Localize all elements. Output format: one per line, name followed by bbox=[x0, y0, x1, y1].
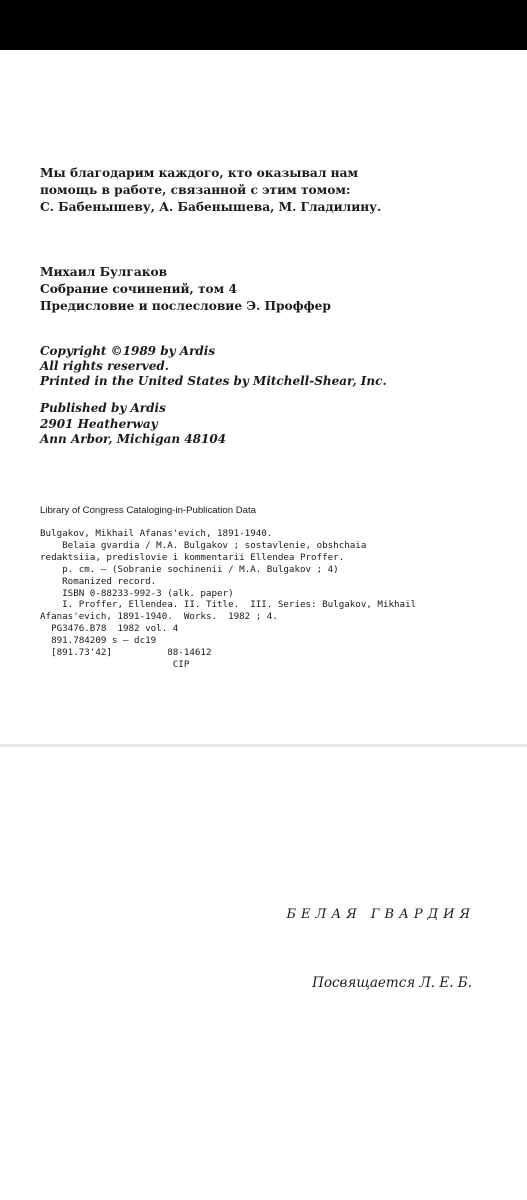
catalog-line: Afanas'evich, 1891-1940. Works. 1982 ; 4. bbox=[40, 611, 278, 623]
publisher-street: 2901 Heatherway bbox=[40, 416, 158, 431]
catalog-line: I. Proffer, Ellendea. II. Title. III. Series: Bulgakov, Mikhail bbox=[40, 599, 417, 611]
preface-credit: Предисловие и послесловие Э. Проффер bbox=[40, 299, 331, 313]
catalog-line: PG3476.B78 1982 vol. 4 bbox=[40, 623, 179, 635]
catalog-record bbox=[40, 528, 416, 671]
catalog-line: p. cm. — (Sobranie sochinenii / M.A. Bulgakov ; 4) bbox=[40, 563, 339, 575]
top-bar bbox=[0, 0, 527, 50]
printed-line: Printed in the United States by Mitchell-Shear, Inc. bbox=[40, 374, 387, 388]
page-divider bbox=[0, 744, 527, 747]
collection-volume: Собрание сочинений, том 4 bbox=[40, 282, 237, 296]
catalog-line: [891.73'42] 88-14612 bbox=[40, 647, 212, 659]
book-title: БЕЛАЯ ГВАРДИЯ bbox=[286, 907, 475, 922]
catalog-line: Bulgakov, Mikhail Afanas'evich, 1891-1940. bbox=[40, 528, 273, 539]
catalog-heading: Library of Congress Cataloging-in-Publication Data bbox=[40, 505, 256, 516]
catalog-line: redaktsiia, predislovie i kommentarii Ellendea Proffer. bbox=[40, 551, 345, 563]
rights-line: All rights reserved. bbox=[40, 359, 169, 373]
copyright-block bbox=[40, 344, 510, 389]
catalog-line: ISBN 0-88233-992-3 (alk. paper) bbox=[40, 587, 234, 599]
author-name: Михаил Булгаков bbox=[40, 265, 168, 279]
acknowledgement-line: Мы благодарим каждого, кто оказывал нам bbox=[40, 166, 359, 180]
acknowledgement-block bbox=[40, 165, 510, 216]
acknowledgement-line: помощь в работе, связанной с этим томом: bbox=[40, 183, 351, 197]
dedication: Посвящается Л. Е. Б. bbox=[312, 975, 472, 991]
publisher-city: Ann Arbor, Michigan 48104 bbox=[40, 432, 227, 446]
catalog-line: 891.784209 s — dc19 bbox=[40, 635, 157, 647]
author-block bbox=[40, 264, 510, 315]
catalog-line: Romanized record. bbox=[40, 575, 157, 587]
publisher-name: Published by Ardis bbox=[40, 401, 166, 415]
acknowledgement-line: С. Бабенышеву, А. Бабенышева, М. Гладилину. bbox=[40, 200, 382, 214]
catalog-line: Belaia gvardia / M.A. Bulgakov ; sostavlenie, obshchaia bbox=[40, 539, 367, 551]
copyright-line: Copyright ©1989 by Ardis bbox=[40, 344, 216, 358]
catalog-line: CIP bbox=[40, 658, 190, 670]
publisher-block bbox=[40, 401, 510, 448]
